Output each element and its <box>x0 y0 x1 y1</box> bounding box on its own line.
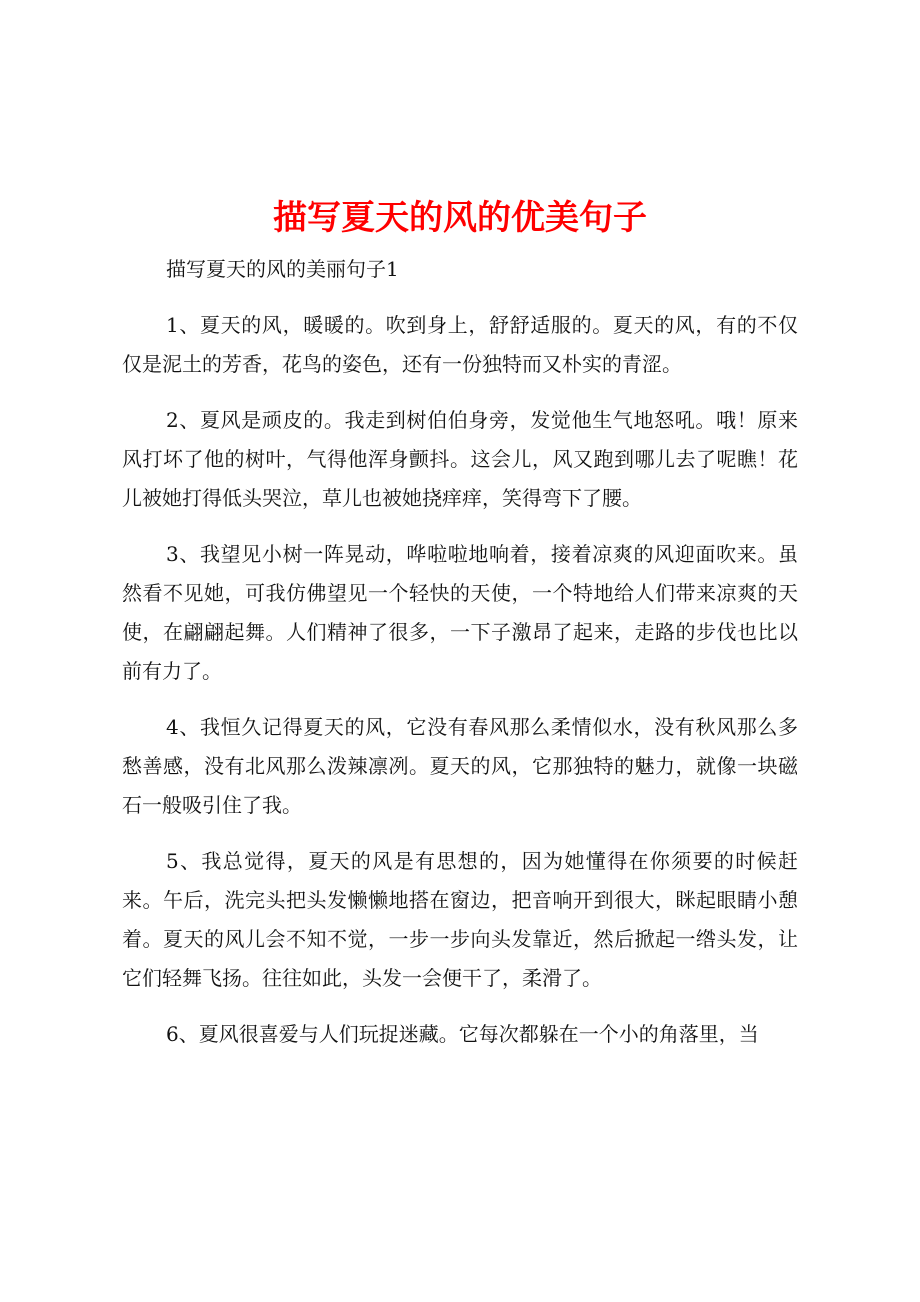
section-subtitle: 描写夏天的风的美丽句子1 <box>166 257 399 281</box>
paragraph-3: 3、我望见小树一阵晃动，哗啦啦地响着，接着凉爽的风迎面吹来。虽然看不见她，可我仿佛望见一个轻快的天使，一个特地给人们带来凉爽的天使，在翩翩起舞。人们精神了很多，一下子激昂了起来，走路的步伐也比以前有力了。 <box>122 542 798 683</box>
paragraph-6: 6、夏风很喜爱与人们玩捉迷藏。它每次都躲在一个小的角落里，当 <box>166 1022 759 1046</box>
paragraph-5: 5、我总觉得，夏天的风是有思想的，因为她懂得在你须要的时候赶来。午后，洗完头把头发懒懒地搭在窗边，把音响开到很大，眯起眼睛小憩着。夏天的风儿会不知不觉，一步一步向头发靠近，然后掀起一绺头发，让它们轻舞飞扬。往往如此，头发一会便干了，柔滑了。 <box>122 849 798 990</box>
paragraph-2: 2、夏风是顽皮的。我走到树伯伯身旁，发觉他生气地怒吼。哦！原来风打坏了他的树叶，气得他浑身颤抖。这会儿，风又跑到哪儿去了呢瞧！花儿被她打得低头哭泣，草儿也被她挠痒痒，笑得弯下了腰。 <box>122 408 798 510</box>
paragraph-1: 1、夏天的风，暖暖的。吹到身上，舒舒适服的。夏天的风，有的不仅仅是泥土的芳香，花鸟的姿色，还有一份独特而又朴实的青涩。 <box>122 313 798 376</box>
document-body <box>122 250 798 1071</box>
document-title: 描写夏天的风的优美句子 <box>273 198 647 238</box>
paragraph-4: 4、我恒久记得夏天的风，它没有春风那么柔情似水，没有秋风那么多愁善感，没有北风那么泼辣凛冽。夏天的风，它那独特的魅力，就像一块磁石一般吸引住了我。 <box>122 715 798 817</box>
